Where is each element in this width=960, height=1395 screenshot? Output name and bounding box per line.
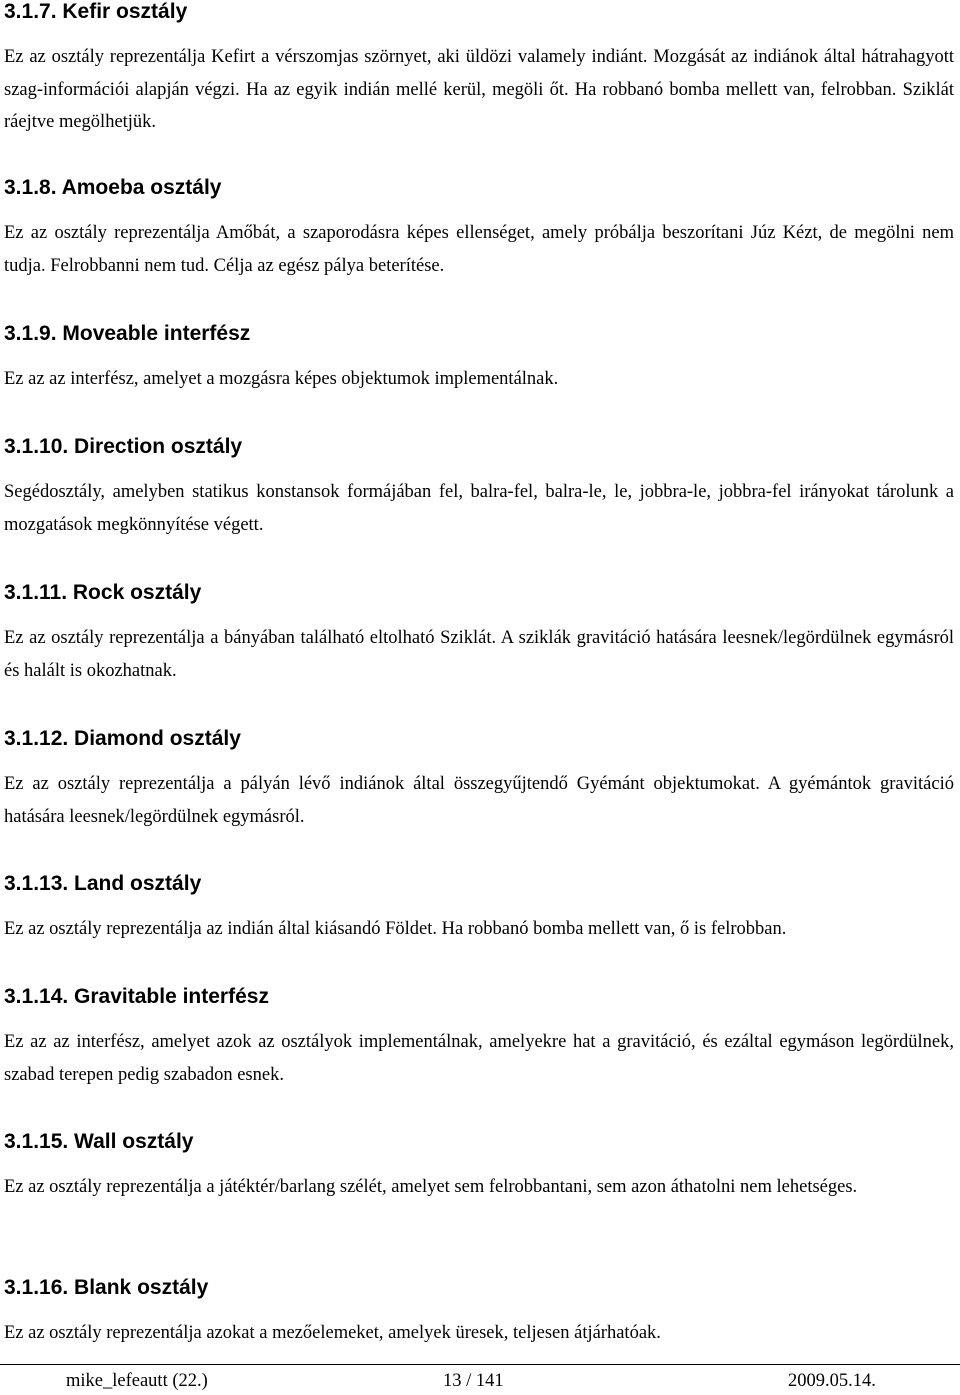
footer-author: mike_lefeautt (22.) — [66, 1371, 208, 1391]
section-heading: 3.1.16. Blank osztály — [4, 1276, 209, 1299]
section-paragraph: Ez az osztály reprezentálja az indián által kiásandó Földet. Ha robbanó bomba mellett van, ő is felrobban. — [4, 919, 787, 939]
section-direction — [4, 435, 954, 541]
section-paragraph: Segédosztály, amelyben statikus konstansok formájában fel, balra-fel, balra-le, le, jobbra-le, jobbra-fel irányokat tárolunk a mozgatások megkönnyítése végett. — [4, 482, 954, 535]
section-land — [4, 872, 954, 946]
section-paragraph: Ez az osztály reprezentálja a pályán lévő indiánok által összegyűjtendő Gyémánt objektumokat. A gyémántok gravitáció hatására leesnek/legördülnek egymásról. — [4, 774, 954, 827]
section-heading: 3.1.8. Amoeba osztály — [4, 176, 222, 199]
section-heading: 3.1.13. Land osztály — [4, 872, 202, 895]
section-paragraph: Ez az osztály reprezentálja Kefirt a vérszomjas szörnyet, aki üldözi valamely indiánt. Mozgását az indiánok által hátrahagyott szag-információi alapján végzi. Ha az egyik indián mellé kerül, megöli őt. Ha robbanó bomba mellett van, felrobban. Sziklát ráejtve megölhetjük. — [4, 47, 954, 132]
section-paragraph: Ez az az interfész, amelyet a mozgásra képes objektumok implementálnak. — [4, 369, 559, 389]
section-heading: 3.1.9. Moveable interfész — [4, 322, 251, 345]
section-amoeba — [4, 176, 954, 282]
section-heading: 3.1.12. Diamond osztály — [4, 727, 241, 750]
section-heading: 3.1.14. Gravitable interfész — [4, 985, 269, 1008]
section-heading: 3.1.10. Direction osztály — [4, 435, 243, 458]
page-footer — [0, 1364, 960, 1395]
section-paragraph: Ez az osztály reprezentálja a bányában található eltolható Sziklát. A sziklák gravitáció hatására leesnek/legördülnek egymásról és halált is okozhatnak. — [4, 628, 954, 681]
section-paragraph: Ez az az interfész, amelyet azok az osztályok implementálnak, amelyekre hat a gravitáció, és ezáltal egymáson legördülnek, szabad terepen pedig szabadon esnek. — [4, 1032, 954, 1085]
section-rock — [4, 581, 954, 687]
footer-page-number: 13 / 141 — [443, 1371, 504, 1391]
section-kefir — [4, 0, 954, 139]
section-paragraph: Ez az osztály reprezentálja azokat a mezőelemeket, amelyek üresek, teljesen átjárhatóak. — [4, 1323, 661, 1343]
section-paragraph: Ez az osztály reprezentálja a játéktér/barlang szélét, amelyet sem felrobbantani, sem azon áthatolni nem lehetséges. — [4, 1177, 858, 1197]
section-heading: 3.1.11. Rock osztály — [4, 581, 202, 604]
section-moveable — [4, 322, 954, 396]
section-blank — [4, 1276, 954, 1350]
section-heading: 3.1.15. Wall osztály — [4, 1130, 194, 1153]
footer-date: 2009.05.14. — [788, 1371, 876, 1391]
section-gravitable — [4, 985, 954, 1091]
section-heading: 3.1.7. Kefir osztály — [4, 0, 188, 23]
section-paragraph: Ez az osztály reprezentálja Amőbát, a szaporodásra képes ellenséget, amely próbálja beszorítani Júz Kézt, de megölni nem tudja. Felrobbanni nem tud. Célja az egész pálya beterítése. — [4, 223, 954, 276]
section-diamond — [4, 727, 954, 833]
section-wall — [4, 1130, 954, 1204]
